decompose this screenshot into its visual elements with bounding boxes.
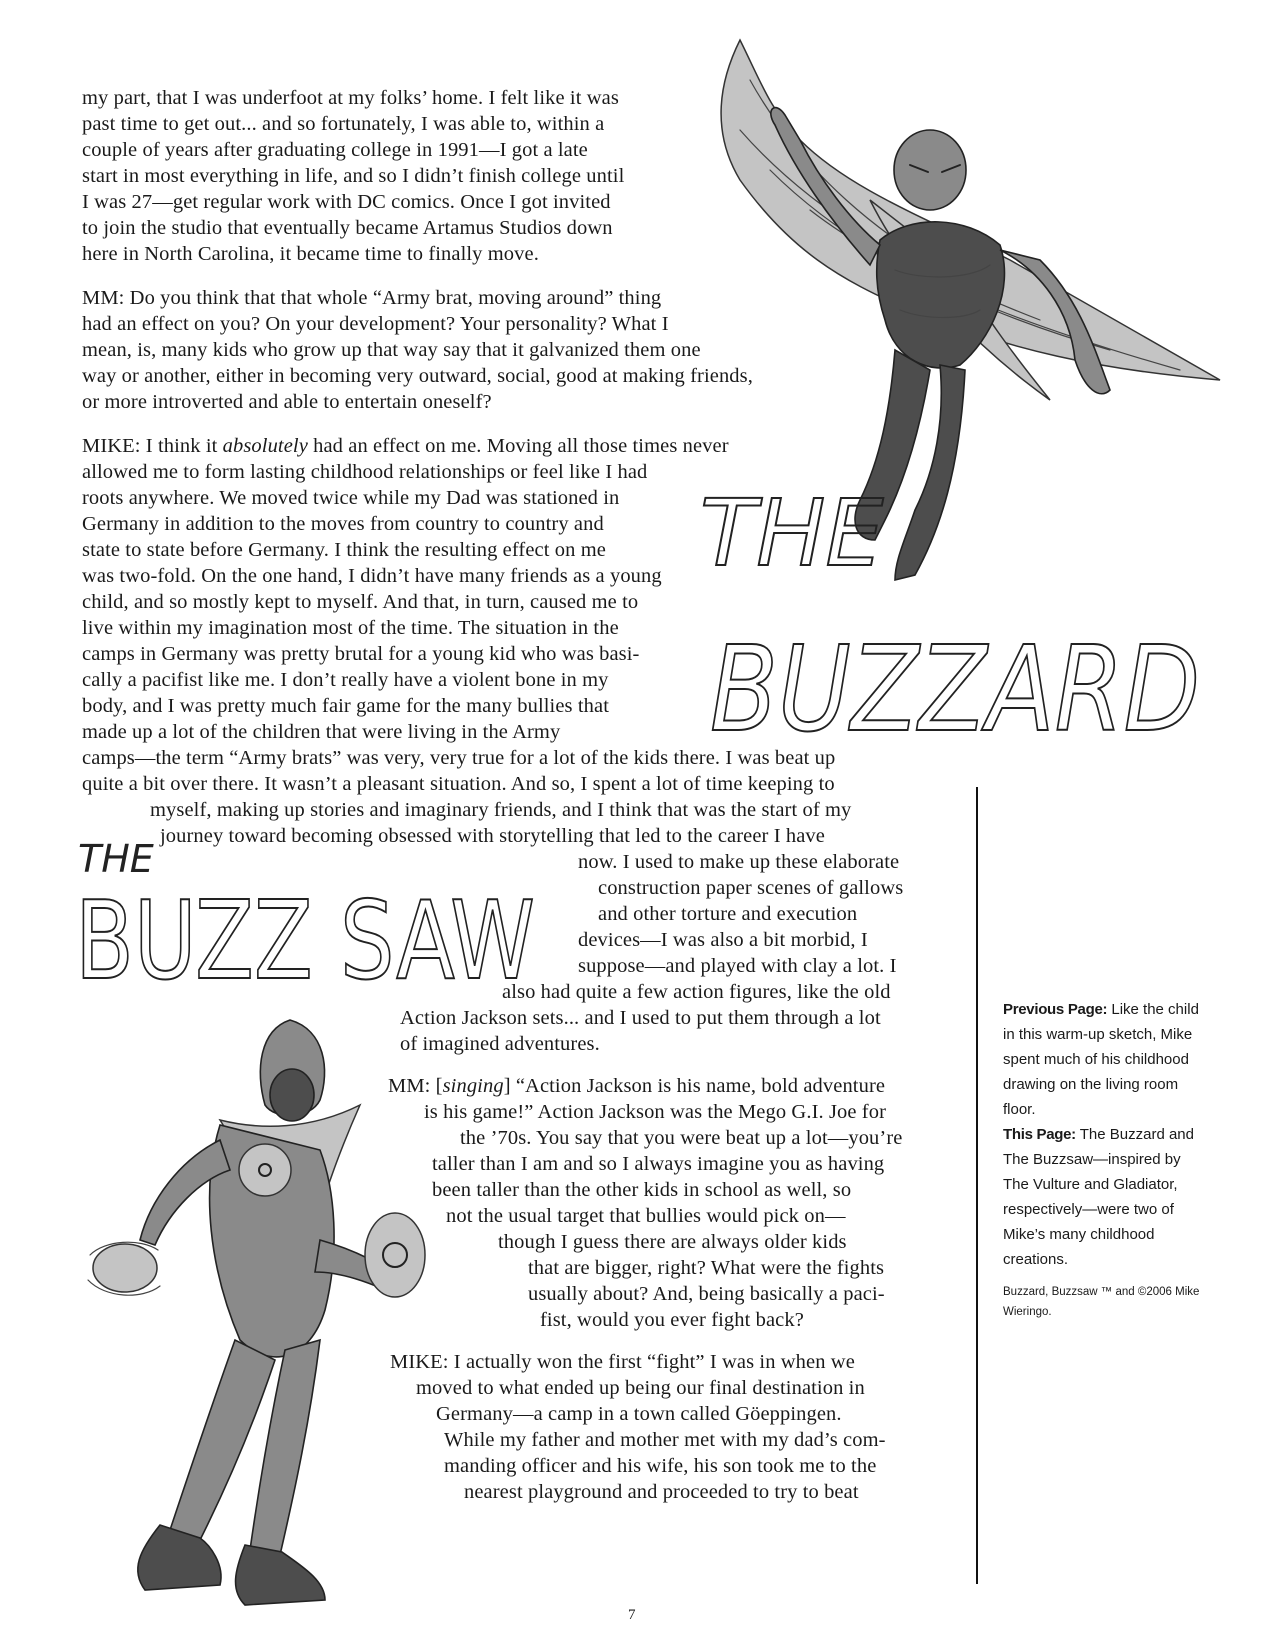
article-line: here in North Carolina, it became time to finally move. [82,243,539,265]
speaker-label: MIKE: [82,435,141,457]
buzzsaw-illustration [70,1010,470,1620]
buzzard-title-the: THE [700,480,884,587]
article-line: not the usual target that bullies would pick on— [446,1205,846,1227]
article-line: moved to what ended up being our final destination in [416,1377,865,1399]
caption-sidebar [1003,997,1203,1322]
article-line: mean, is, many kids who grow up that way say that it galvanized them one [82,339,701,361]
article-line: quite a bit over there. It wasn’t a pleasant situation. And so, I spent a lot of time keeping to [82,773,835,795]
emphasis-text: singing [442,1075,504,1097]
article-line: was two-fold. On the one hand, I didn’t have many friends as a young [82,565,662,587]
article-line: to join the studio that eventually became Artamus Studios down [82,217,613,239]
copyright-notice: Buzzard, Buzzsaw ™ and ©2006 Mike Wieringo. [1003,1286,1200,1318]
question-text: ] “Action Jackson is his name, bold adventure [503,1075,886,1097]
article-line: Action Jackson sets... and I used to put them through a lot [400,1007,881,1029]
page-number: 7 [628,1607,636,1623]
speaker-label: MIKE: [390,1351,449,1373]
article-line: suppose—and played with clay a lot. I [578,955,897,977]
article-line: live within my imagination most of the time. The situation in the [82,617,619,639]
article-line: fist, would you ever fight back? [540,1309,804,1331]
article-line: also had quite a few action figures, like the old [502,981,891,1003]
article-line: that are bigger, right? What were the fights [528,1257,885,1279]
buzzard-title-name: BUZZARD [710,620,1200,758]
article-line: though I guess there are always older kids [498,1231,847,1253]
answer-text: I think it [140,435,223,457]
buzzard-illustration [680,20,1250,780]
article-line: devices—I was also a bit morbid, I [578,929,868,951]
question-line [388,1073,885,1100]
article-line: the ’70s. You say that you were beat up a lot—you’re [460,1127,903,1149]
article-line: been taller than the other kids in school as well, so [432,1179,852,1201]
article-line: state to state before Germany. I think the resulting effect on me [82,539,606,561]
article-line: way or another, either in becoming very outward, social, good at making friends, [82,365,753,387]
answer-line [390,1349,855,1376]
speaker-label: MM: [82,287,125,309]
question-line [82,285,661,312]
speaker-label: MM: [388,1075,431,1097]
article-line: While my father and mother met with my dad’s com- [444,1429,886,1451]
caption-this-page [1003,1122,1203,1272]
article-line: couple of years after graduating college in 1991—I got a late [82,139,588,161]
article-line: now. I used to make up these elaborate [578,851,900,873]
article-line: my part, that I was underfoot at my folks’ home. I felt like it was [82,87,619,109]
article-line: usually about? And, being basically a paci- [528,1283,885,1305]
question-text: [ [430,1075,443,1097]
article-line: and other torture and execution [598,903,858,925]
article-line: made up a lot of the children that were living in the Army [82,721,561,743]
article-line: camps—the term “Army brats” was very, very true for a lot of the kids there. I was beat up [82,747,836,769]
buzzsaw-title-the: THE [78,837,154,881]
article-line: allowed me to form lasting childhood relationships or feel like I had [82,461,648,483]
caption-label: Previous Page: [1003,1001,1108,1018]
article-line: nearest playground and proceeded to try to beat [464,1481,859,1503]
answer-line [82,433,729,460]
article-line: of imagined adventures. [400,1033,600,1055]
buzzsaw-title-name: BUZZ SAW [75,879,535,1004]
question-text: Do you think that that whole “Army brat, moving around” thing [124,287,662,309]
article-line: is his game!” Action Jackson was the Mego G.I. Joe for [424,1101,886,1123]
article-line: Germany in addition to the moves from country to country and [82,513,604,535]
answer-text: had an effect on me. Moving all those times never [307,435,729,457]
caption-label: This Page: [1003,1126,1076,1143]
article-line: construction paper scenes of gallows [598,877,904,899]
article-line: past time to get out... and so fortunately, I was able to, within a [82,113,605,135]
article-line: journey toward becoming obsessed with storytelling that led to the career I have [160,825,825,847]
article-line: had an effect on you? On your development? Your personality? What I [82,313,669,335]
caption-text: Like the child in this warm-up sketch, Mike spent much of his childhood drawing on the living room floor. [1003,1001,1199,1118]
article-line: I was 27—get regular work with DC comics. Once I got invited [82,191,611,213]
article-line: start in most everything in life, and so I didn’t finish college until [82,165,625,187]
article-line: myself, making up stories and imaginary friends, and I think that was the start of my [150,799,852,821]
caption-text: The Buzzard and The Buzzsaw—inspired by The Vulture and Gladiator, respectively—were two of Mike’s many childhood creations. [1003,1126,1194,1268]
article-line: cally a pacifist like me. I don’t really have a violent bone in my [82,669,609,691]
article-line: or more introverted and able to entertain oneself? [82,391,492,413]
article-line: child, and so mostly kept to myself. And that, in turn, caused me to [82,591,639,613]
caption-previous-page [1003,997,1203,1122]
article-line: body, and I was pretty much fair game for the many bullies that [82,695,609,717]
emphasis-text: absolutely [222,435,308,457]
article-line: taller than I am and so I always imagine you as having [432,1153,885,1175]
article-line: roots anywhere. We moved twice while my Dad was stationed in [82,487,620,509]
article-line: camps in Germany was pretty brutal for a young kid who was basi- [82,643,640,665]
column-divider [976,787,978,1584]
article-line: manding officer and his wife, his son took me to the [444,1455,877,1477]
article-line: Germany—a camp in a town called Göeppingen. [436,1403,842,1425]
answer-text: I actually won the first “fight” I was in when we [448,1351,855,1373]
